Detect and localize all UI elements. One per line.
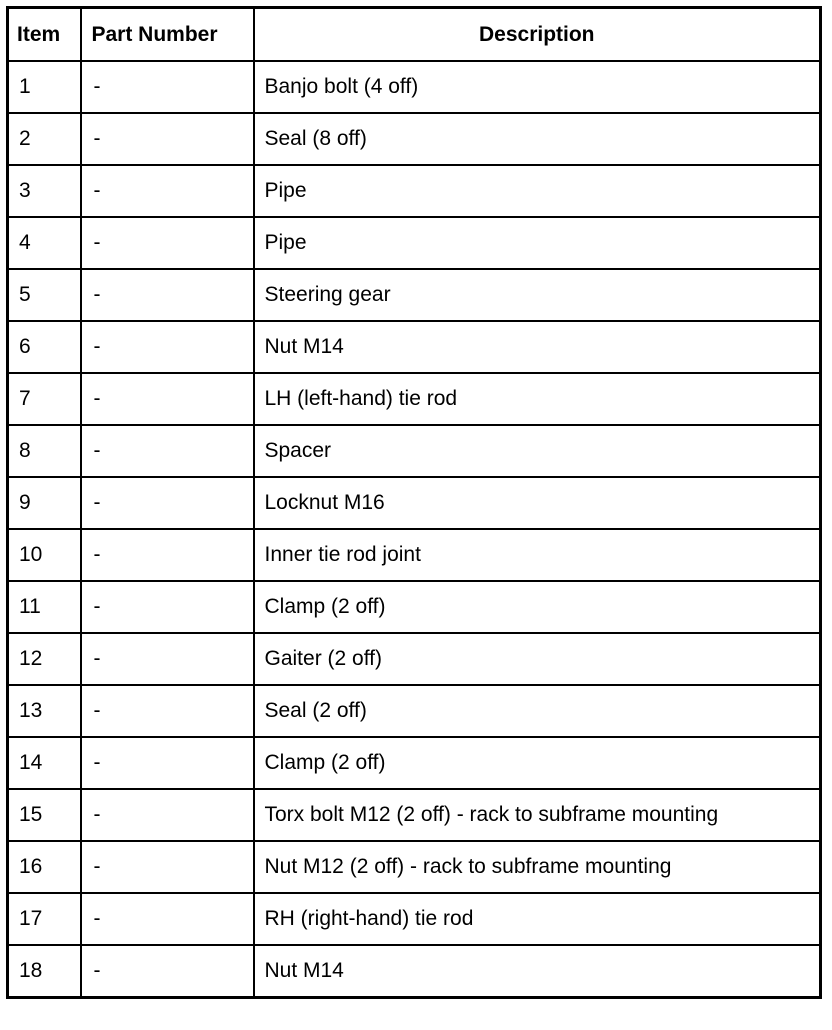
- table-row: [8, 893, 821, 945]
- item-cell: 4: [8, 217, 81, 269]
- parts-table: [6, 6, 822, 999]
- description-cell: Pipe: [254, 217, 821, 269]
- header-row: [8, 8, 821, 62]
- table-row: [8, 529, 821, 581]
- item-cell: 3: [8, 165, 81, 217]
- description-cell: Spacer: [254, 425, 821, 477]
- item-cell: 6: [8, 321, 81, 373]
- description-cell: Locknut M16: [254, 477, 821, 529]
- header-part-number: Part Number: [81, 8, 254, 62]
- description-cell: Nut M14: [254, 945, 821, 998]
- part-number-cell: -: [81, 789, 254, 841]
- description-cell: Inner tie rod joint: [254, 529, 821, 581]
- description-cell: LH (left-hand) tie rod: [254, 373, 821, 425]
- table-row: [8, 945, 821, 998]
- part-number-cell: -: [81, 737, 254, 789]
- part-number-cell: -: [81, 217, 254, 269]
- part-number-cell: -: [81, 425, 254, 477]
- part-number-cell: -: [81, 685, 254, 737]
- description-cell: Seal (8 off): [254, 113, 821, 165]
- description-cell: Clamp (2 off): [254, 737, 821, 789]
- part-number-cell: -: [81, 269, 254, 321]
- table-row: [8, 61, 821, 113]
- part-number-cell: -: [81, 581, 254, 633]
- part-number-cell: -: [81, 165, 254, 217]
- table-row: [8, 477, 821, 529]
- item-cell: 10: [8, 529, 81, 581]
- part-number-cell: -: [81, 321, 254, 373]
- description-cell: Clamp (2 off): [254, 581, 821, 633]
- item-cell: 8: [8, 425, 81, 477]
- description-cell: RH (right-hand) tie rod: [254, 893, 821, 945]
- description-cell: Gaiter (2 off): [254, 633, 821, 685]
- table-row: [8, 789, 821, 841]
- item-cell: 13: [8, 685, 81, 737]
- part-number-cell: -: [81, 841, 254, 893]
- header-description: Description: [254, 8, 821, 62]
- table-row: [8, 165, 821, 217]
- table-row: [8, 269, 821, 321]
- description-cell: Nut M14: [254, 321, 821, 373]
- item-cell: 1: [8, 61, 81, 113]
- table-header: [8, 8, 821, 62]
- table-row: [8, 321, 821, 373]
- table-row: [8, 581, 821, 633]
- table-row: [8, 841, 821, 893]
- item-cell: 12: [8, 633, 81, 685]
- description-cell: Torx bolt M12 (2 off) - rack to subframe mounting: [254, 789, 821, 841]
- table-body: [8, 61, 821, 998]
- item-cell: 7: [8, 373, 81, 425]
- part-number-cell: -: [81, 893, 254, 945]
- item-cell: 14: [8, 737, 81, 789]
- table-row: [8, 113, 821, 165]
- item-cell: 9: [8, 477, 81, 529]
- table-row: [8, 373, 821, 425]
- header-item: Item: [8, 8, 81, 62]
- table-row: [8, 217, 821, 269]
- table-row: [8, 685, 821, 737]
- item-cell: 16: [8, 841, 81, 893]
- part-number-cell: -: [81, 529, 254, 581]
- part-number-cell: -: [81, 477, 254, 529]
- part-number-cell: -: [81, 633, 254, 685]
- item-cell: 2: [8, 113, 81, 165]
- description-cell: Pipe: [254, 165, 821, 217]
- part-number-cell: -: [81, 113, 254, 165]
- description-cell: Steering gear: [254, 269, 821, 321]
- item-cell: 18: [8, 945, 81, 998]
- table-row: [8, 633, 821, 685]
- description-cell: Nut M12 (2 off) - rack to subframe mounting: [254, 841, 821, 893]
- item-cell: 15: [8, 789, 81, 841]
- table-row: [8, 737, 821, 789]
- part-number-cell: -: [81, 373, 254, 425]
- item-cell: 5: [8, 269, 81, 321]
- part-number-cell: -: [81, 61, 254, 113]
- description-cell: Seal (2 off): [254, 685, 821, 737]
- table-row: [8, 425, 821, 477]
- description-cell: Banjo bolt (4 off): [254, 61, 821, 113]
- item-cell: 17: [8, 893, 81, 945]
- part-number-cell: -: [81, 945, 254, 998]
- item-cell: 11: [8, 581, 81, 633]
